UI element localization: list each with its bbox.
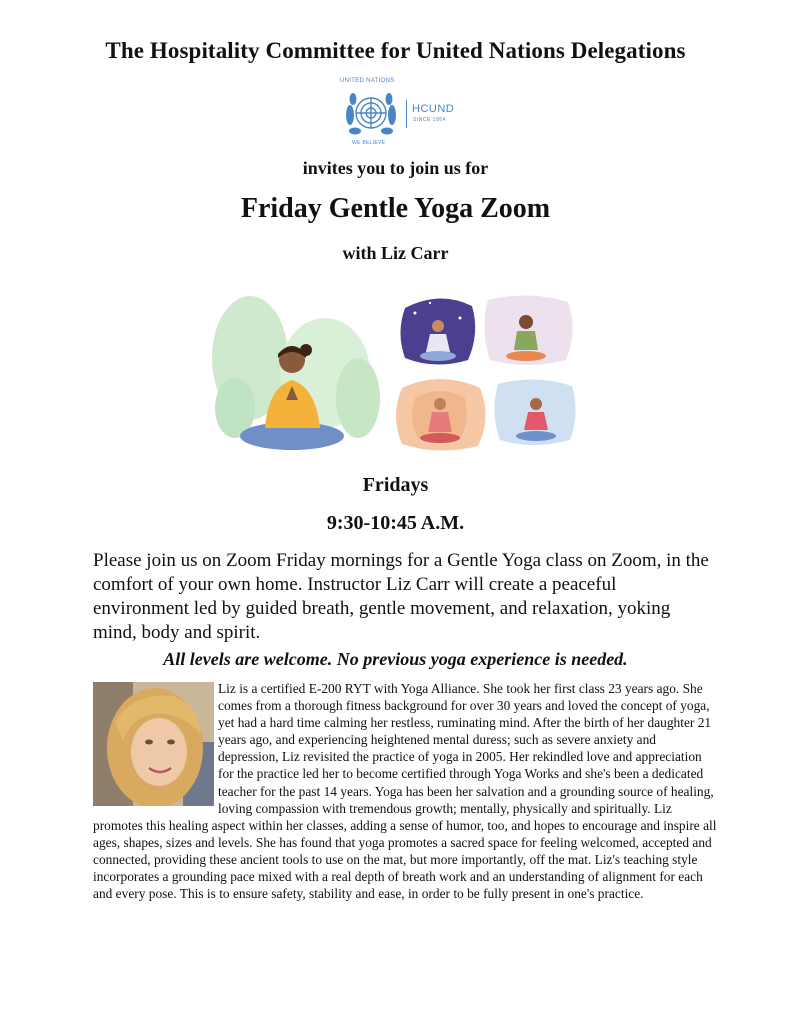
hcund-logo: [338, 76, 458, 148]
event-title: Friday Gentle Yoga Zoom: [240, 193, 551, 224]
logo-motto: WE BELIEVE: [352, 140, 386, 146]
yoga-tile-pink: [484, 295, 572, 365]
bio-text: Liz is a certified E-200 RYT with Yoga Alliance. She took her first class 23 years ago. She comes from a thorough fitness background for over 30 years and loved the concept of yoga, yet had a hard time calming her restless, ruminating mind. After the birth of her daughter 21 years ago, and experiencing heightened mental duress; such as severe anxiety and depression, Liz revisited the practice of yoga in 2005. Her rekindled love and appreciation for the practice led her to become certified through Yoga Works and she's been a dedicated teacher for the past 14 years. Yoga has been her salvation and a grounding source of healing, loving compassion with tremendous growth; mentally, physically and spiritually. Liz promotes this healing aspect within her classes, adding a sense of humor, too, and hopes to encourage and inspire all ages, shapes, sizes and levels. She has found that yoga promotes a sacred space for feeling welcomed, accepted and connected, providing these ancient tools to use on the mat, but more importantly, off the mat. Liz's teaching style incorporates a grounding pace mixed with a real depth of breath work and an understanding of alignment for each and every pose. This is to ensure safety, stability and ease, in order to be fully present in one's practice.: [93, 681, 717, 902]
yoga-tile-peach: [396, 379, 486, 451]
page-title: The Hospitality Committee for United Nations Delegations: [105, 38, 686, 63]
logo-un-text: UNITED NATIONS: [340, 78, 395, 84]
instructor-bio: [93, 680, 717, 902]
invite-line: invites you to join us for: [302, 158, 489, 178]
yoga-tile-night: [401, 298, 476, 364]
logo-hcund: HCUND: [412, 103, 455, 115]
levels-note: All levels are welcome. No previous yoga experience is needed.: [163, 649, 628, 669]
schedule-time: 9:30-10:45 A.M.: [326, 512, 465, 534]
schedule-day: Fridays: [362, 474, 429, 496]
yoga-illustration: [210, 288, 585, 460]
logo-divider: [406, 100, 407, 128]
logo-since: SINCE 1954: [413, 117, 446, 123]
yoga-tile-blue: [494, 379, 575, 445]
instructor-line: with Liz Carr: [342, 243, 449, 263]
un-emblem-icon: [342, 85, 400, 141]
intro-paragraph: Please join us on Zoom Friday mornings for a Gentle Yoga class on Zoom, in the comfort of your own home. Instructor Liz Carr will create a peaceful environment led by guided breath, gentle movement, and relaxation, yoking mind, body and spirit.: [93, 550, 709, 643]
photo-spacer: [93, 680, 218, 807]
